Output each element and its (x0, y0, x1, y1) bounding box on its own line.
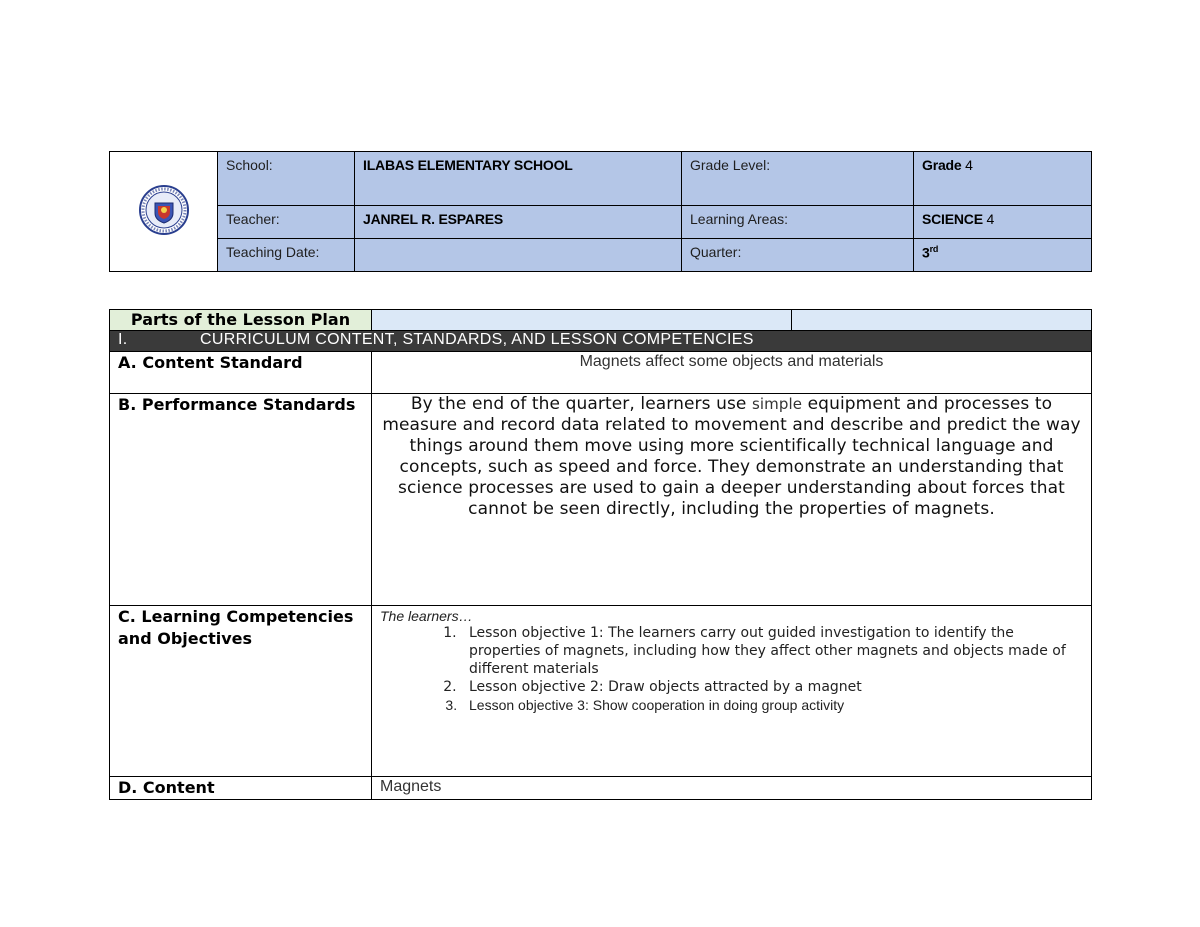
teaching-date-value (355, 239, 682, 272)
grade-number: 4 (965, 157, 973, 173)
content-standard-value: Magnets affect some objects and materials (372, 352, 1092, 394)
quarter-value (914, 239, 1092, 272)
section-heading (110, 331, 1092, 352)
section-title: CURRICULUM CONTENT, STANDARDS, AND LESSON COMPETENCIES (200, 331, 754, 348)
grade-level-value (914, 152, 1092, 206)
header-table (109, 151, 1092, 272)
teaching-date-label: Teaching Date: (218, 239, 355, 272)
performance-text-pre: By the end of the quarter, learners use (410, 394, 747, 414)
learning-areas-label: Learning Areas: (682, 206, 914, 239)
quarter-number: 3 (922, 244, 930, 261)
school-value: ILABAS ELEMENTARY SCHOOL (355, 152, 682, 206)
teacher-value: JANREL R. ESPARES (355, 206, 682, 239)
content-label: D. Content (110, 777, 372, 800)
section-number: I. (118, 331, 128, 348)
area-number: 4 (986, 211, 995, 227)
area-word: SCIENCE (922, 211, 983, 227)
objectives-list (380, 624, 1083, 714)
parts-heading: Parts of the Lesson Plan (110, 310, 372, 331)
lesson-plan-table (109, 309, 1092, 800)
grade-word: Grade (922, 157, 962, 173)
school-label: School: (218, 152, 355, 206)
grade-level-label: Grade Level: (682, 152, 914, 206)
objective-item: 1. Lesson objective 1: The learners carry out guided investigation to identify the properties of magnets, including how they affect other magnets and objects made of different materials (461, 624, 1083, 678)
content-value: Magnets (372, 777, 1092, 800)
objective-item: 3. Lesson objective 3: Show cooperation in doing group activity (461, 696, 1083, 714)
objective-item: 2. Lesson objective 2: Draw objects attracted by a magnet (461, 678, 1083, 696)
competencies-label: C. Learning Competencies and Objectives (110, 606, 372, 777)
header-blank-1 (372, 310, 792, 331)
teacher-label: Teacher: (218, 206, 355, 239)
quarter-label: Quarter: (682, 239, 914, 272)
performance-standards-label: B. Performance Standards (110, 394, 372, 606)
learning-areas-value (914, 206, 1092, 239)
learners-intro: The learners… (380, 608, 473, 624)
header-blank-2 (792, 310, 1092, 331)
logo-cell (110, 152, 218, 272)
competencies-value (372, 606, 1092, 777)
content-standard-label: A. Content Standard (110, 352, 372, 394)
deped-seal-icon (138, 184, 190, 236)
performance-standards-value (372, 394, 1092, 606)
performance-text-post: equipment and processes to measure and record data related to movement and describe and predict the way things around them move using more scientifically technical language and concepts, such as speed and force. They demonstrate an understanding that science processes are used to gain a deeper understanding about forces that cannot be seen directly, including the properties of magnets. (382, 394, 1081, 519)
quarter-suffix: rd (929, 244, 939, 254)
performance-text-simple: simple (751, 395, 803, 413)
